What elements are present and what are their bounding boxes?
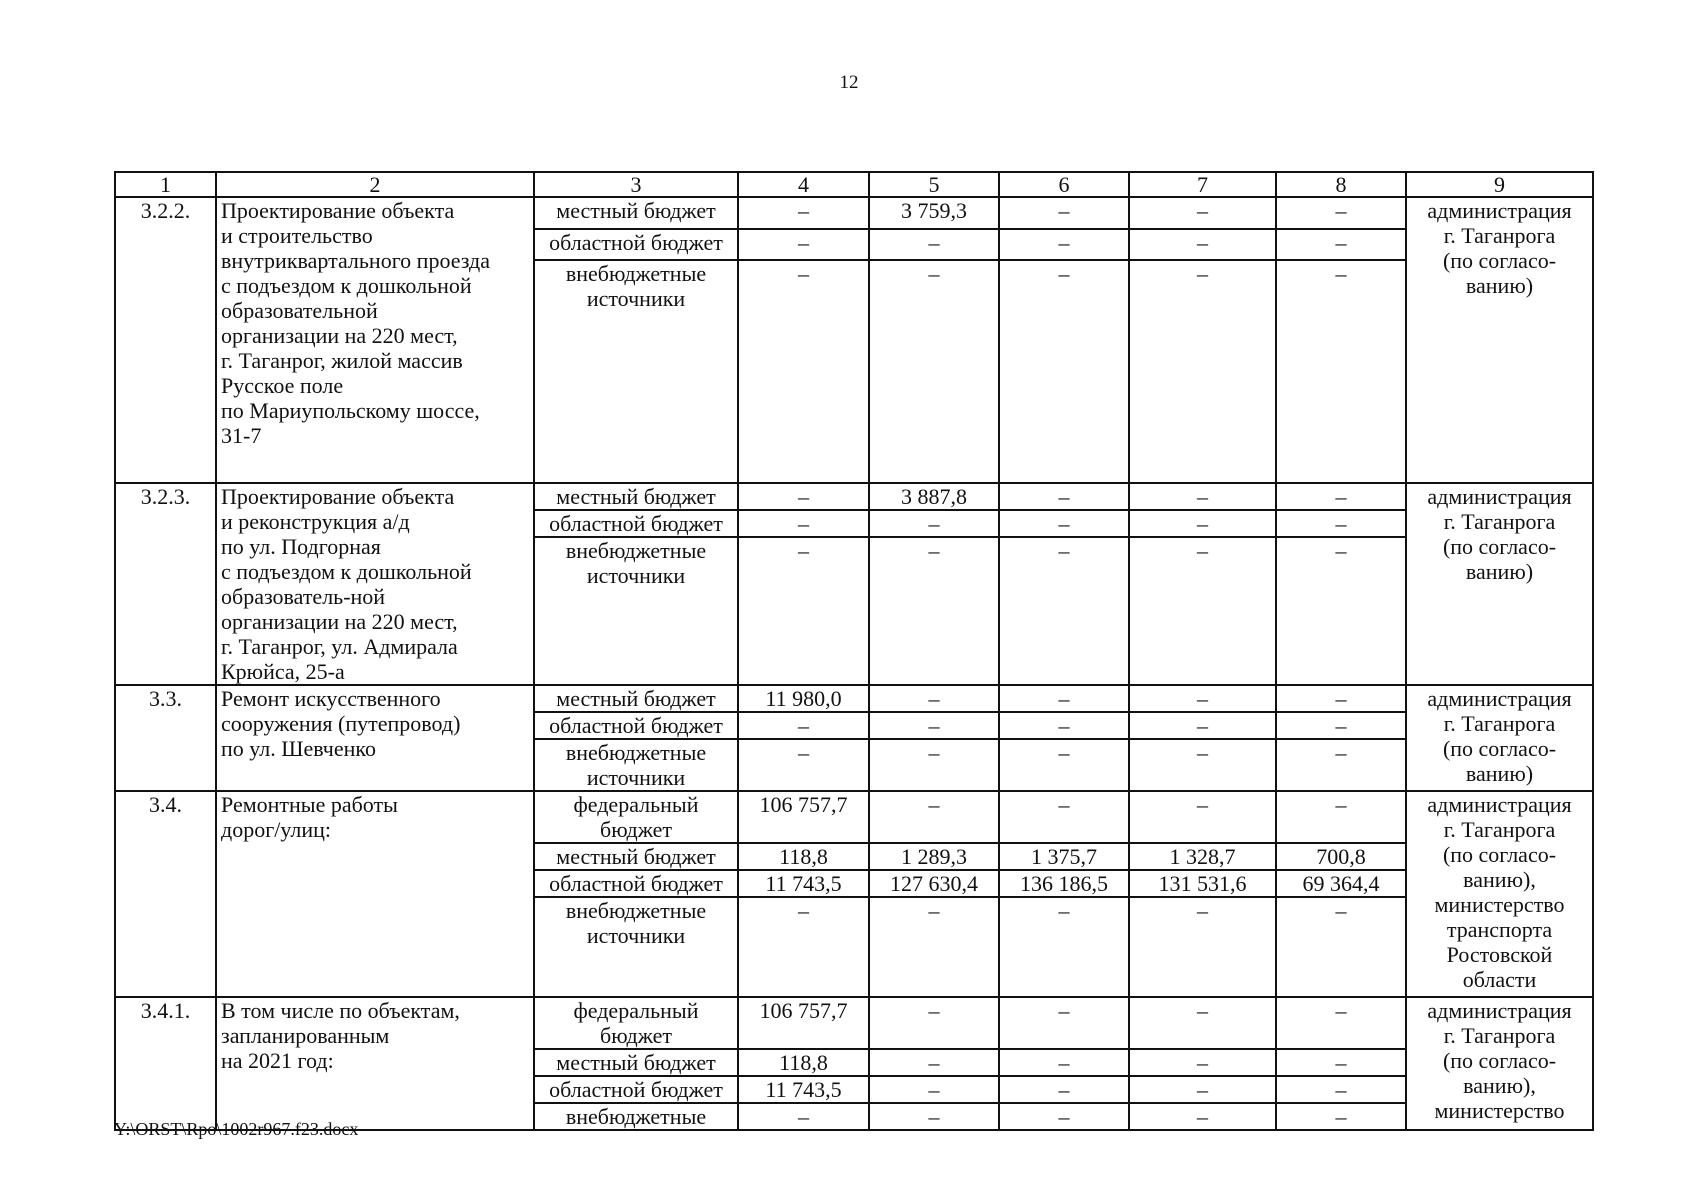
amount-cell-text: – [1335,713,1347,738]
funding-source [534,997,738,1049]
amount-cell-text: – [1335,198,1347,223]
amount-cell [869,510,999,537]
funding-table [114,171,1594,1131]
funding-source-text: областной бюджет [549,230,723,255]
amount-cell-text: – [1335,898,1347,923]
amount-cell [999,1103,1129,1130]
funding-source [534,510,738,537]
amount-cell [738,1103,869,1130]
column-header: 7 [1129,172,1276,197]
amount-cell [999,843,1129,870]
amount-cell-text: – [928,1077,940,1102]
amount-cell-text: 1 328,7 [1169,844,1236,869]
amount-cell [738,510,869,537]
amount-cell [999,870,1129,897]
amount-cell-text: 1 289,3 [901,844,967,869]
amount-cell [738,229,869,260]
funding-source-text: областной бюджет [549,511,723,536]
executor [1406,483,1593,685]
funding-source [534,843,738,870]
amount-cell-text: 1 375,7 [1031,844,1097,869]
funding-source-text: федеральный бюджет [573,792,699,842]
executor-text: администрация г. Таганрога (по согласо- ванию) [1427,198,1572,298]
amount-cell [1276,739,1406,791]
amount-cell [1129,229,1276,260]
funding-source-text: внебюджетные источники [565,261,707,311]
executor-text: администрация г. Таганрога (по согласо- ванию) [1427,686,1572,786]
amount-cell [869,1103,999,1130]
funding-source-text: внебюджетные источники [565,898,707,948]
amount-cell-text: – [928,898,940,923]
funding-source-text: областной бюджет [549,871,723,896]
amount-cell-text: – [1197,686,1208,711]
amount-cell [1129,1103,1276,1130]
page-number: 12 [839,72,859,93]
item-description-text: Ремонтные работы дорог/улиц: [221,792,398,842]
item-number-text: 3.2.2. [140,198,191,223]
amount-cell-text: – [1335,740,1347,765]
column-header: 5 [869,172,999,197]
amount-cell [999,537,1129,685]
executor [1406,997,1593,1130]
item-number [115,997,216,1130]
amount-cell [738,260,869,483]
amount-cell [869,791,999,843]
amount-cell [738,712,869,739]
amount-cell-text: 106 757,7 [759,998,848,1023]
amount-cell-text: – [928,538,940,563]
column-header: 9 [1406,172,1593,197]
funding-source [534,1049,738,1076]
column-header: 4 [738,172,869,197]
amount-cell-text: – [1197,998,1208,1023]
amount-cell-text: – [1335,686,1347,711]
amount-cell [869,229,999,260]
amount-cell [869,997,999,1049]
amount-cell [1276,712,1406,739]
amount-cell [1129,1076,1276,1103]
column-header: 2 [216,172,534,197]
amount-cell [869,739,999,791]
amount-cell [1129,870,1276,897]
amount-cell-text: – [1197,261,1208,286]
funding-source-text: внебюджетные источники [565,538,707,588]
amount-cell-text: – [798,898,809,923]
amount-cell [869,197,999,229]
amount-cell-text: – [1335,1050,1347,1075]
funding-source [534,483,738,510]
amount-cell-text: – [1058,713,1070,738]
funding-source-text: областной бюджет [549,713,723,738]
amount-cell-text: – [1335,261,1347,286]
amount-cell-text: – [928,792,940,817]
amount-cell-text: – [798,261,809,286]
amount-cell-text: – [1197,198,1208,223]
amount-cell [1129,997,1276,1049]
item-description [216,483,534,685]
amount-cell-text: – [928,511,940,536]
amount-cell [999,712,1129,739]
amount-cell-text: – [928,1104,940,1129]
item-description-text: Проектирование объекта и реконструкция а/д по ул. Подгорная с подъездом к дошкольной образователь-ной организации на 220 мест, г. Таганрог, ул. Адмирала Крюйса, 25-а [221,484,472,684]
executor-text: администрация г. Таганрога (по согласо- ванию) [1427,484,1572,584]
amount-cell [1129,897,1276,997]
amount-cell [869,685,999,712]
amount-cell [999,897,1129,997]
amount-cell-text: – [1197,713,1208,738]
amount-cell [1129,739,1276,791]
amount-cell [738,997,869,1049]
funding-source [534,685,738,712]
amount-cell [738,791,869,843]
amount-cell-text: 3 887,8 [901,484,967,509]
amount-cell-text: – [1335,998,1347,1023]
amount-cell [738,197,869,229]
amount-cell [869,843,999,870]
item-description [216,685,534,791]
funding-source [534,260,738,483]
amount-cell [1276,897,1406,997]
amount-cell-text: – [1197,511,1208,536]
amount-cell [999,260,1129,483]
executor [1406,791,1593,997]
amount-cell [738,897,869,997]
amount-cell-text: – [1335,538,1347,563]
funding-source [534,1076,738,1103]
amount-cell-text: – [1197,1050,1208,1075]
amount-cell [738,1049,869,1076]
amount-cell [1129,791,1276,843]
item-number [115,197,216,483]
amount-cell [999,791,1129,843]
item-number [115,483,216,685]
amount-cell-text: – [798,1104,809,1129]
funding-source-text: федеральный бюджет [573,998,699,1048]
table-row [115,685,1593,712]
amount-cell-text: 118,8 [779,844,828,869]
amount-cell-text: – [798,484,809,509]
amount-cell-text: – [1197,898,1208,923]
item-number [115,791,216,997]
amount-cell-text: – [1058,511,1070,536]
item-number [115,685,216,791]
amount-cell-text: – [1197,792,1208,817]
item-description-text: Ремонт искусственного сооружения (путепровод) по ул. Шевченко [221,686,461,761]
amount-cell-text: – [1058,538,1070,563]
item-description [216,197,534,483]
column-header: 6 [999,172,1129,197]
item-number-text: 3.4. [149,792,182,817]
executor-text: администрация г. Таганрога (по согласо- ванию), министерство [1427,998,1572,1123]
amount-cell [738,685,869,712]
amount-cell [1129,843,1276,870]
amount-cell [1276,870,1406,897]
amount-cell [869,260,999,483]
funding-source-text: местный бюджет [556,844,716,869]
amount-cell-text: – [1197,538,1208,563]
funding-source-text: местный бюджет [556,484,716,509]
funding-source [534,870,738,897]
table-row [115,483,1593,510]
amount-cell [1276,483,1406,510]
amount-cell-text: – [1058,230,1070,255]
table-body [115,172,1593,1130]
amount-cell-text: – [1058,898,1070,923]
amount-cell [1276,997,1406,1049]
amount-cell-text: – [798,511,809,536]
funding-source-text: внебюджетные источники [565,740,707,790]
amount-cell-text: 3 759,3 [901,198,967,223]
funding-source [534,791,738,843]
amount-cell [999,739,1129,791]
amount-cell [1129,260,1276,483]
executor [1406,685,1593,791]
amount-cell [999,1049,1129,1076]
table-row [115,997,1593,1049]
amount-cell-text: – [798,230,809,255]
funding-source [534,197,738,229]
amount-cell [738,843,869,870]
amount-cell [1276,537,1406,685]
header-row [115,172,1593,197]
amount-cell [738,537,869,685]
funding-source [534,229,738,260]
item-description [216,997,534,1130]
amount-cell-text: – [1058,261,1070,286]
funding-source-text: внебюджетные [565,1104,707,1129]
executor [1406,197,1593,483]
amount-cell-text: – [928,686,940,711]
table-row [115,197,1593,229]
amount-cell [1129,483,1276,510]
amount-cell [999,229,1129,260]
amount-cell-text: – [928,740,940,765]
amount-cell-text: – [928,998,940,1023]
table-row [115,791,1593,843]
amount-cell [999,1076,1129,1103]
amount-cell [1276,1076,1406,1103]
item-description [216,791,534,997]
amount-cell [738,870,869,897]
funding-source-text: областной бюджет [549,1077,723,1102]
amount-cell-text: 118,8 [779,1050,828,1075]
amount-cell-text: – [1058,1050,1070,1075]
amount-cell [1129,197,1276,229]
amount-cell [1276,1103,1406,1130]
funding-source [534,537,738,685]
amount-cell [999,510,1129,537]
item-description-text: В том числе по объектам, запланированным на 2021 год: [221,998,460,1073]
amount-cell-text: – [1197,230,1208,255]
amount-cell-text: – [1058,792,1070,817]
amount-cell-text: – [1058,998,1070,1023]
amount-cell [869,897,999,997]
amount-cell [869,483,999,510]
amount-cell [1129,685,1276,712]
amount-cell [1276,260,1406,483]
amount-cell [999,685,1129,712]
column-header: 8 [1276,172,1406,197]
amount-cell [1129,537,1276,685]
amount-cell-text: – [928,230,940,255]
amount-cell-text: 106 757,7 [759,792,848,817]
amount-cell-text: – [1197,1104,1208,1129]
amount-cell [999,997,1129,1049]
funding-source-text: местный бюджет [556,1050,716,1075]
amount-cell-text: 131 531,6 [1158,871,1247,896]
amount-cell [738,483,869,510]
amount-cell [1129,712,1276,739]
amount-cell-text: – [1058,1077,1070,1102]
amount-cell-text: – [1197,1077,1208,1102]
amount-cell [1129,1049,1276,1076]
funding-source [534,1103,738,1130]
amount-cell [1276,1049,1406,1076]
amount-cell [1129,510,1276,537]
amount-cell [1276,197,1406,229]
amount-cell-text: – [928,1050,940,1075]
amount-cell-text: – [1058,686,1070,711]
column-header: 3 [534,172,738,197]
amount-cell [738,739,869,791]
amount-cell-text: – [1058,1104,1070,1129]
amount-cell-text: 136 186,5 [1020,871,1108,896]
funding-source [534,897,738,997]
amount-cell-text: – [1335,792,1347,817]
amount-cell [1276,510,1406,537]
amount-cell-text: – [1335,511,1347,536]
amount-cell-text: 127 630,4 [890,871,978,896]
amount-cell-text: 11 743,5 [765,1077,842,1102]
item-number-text: 3.2.3. [140,484,191,509]
item-number-text: 3.3. [149,686,182,711]
amount-cell-text: – [1197,484,1208,509]
file-path: Y:\ORST\Rpo\1002r967.f23.docx [114,1119,359,1139]
funding-source-text: местный бюджет [556,198,716,223]
item-description-text: Проектирование объекта и строительство внутриквартального проезда с подъездом к дошкольной образовательной организации на 220 мест, г. Таганрог, жилой массив Русское поле по Мариупольскому шоссе, 31-7 [221,198,491,448]
amount-cell [1276,843,1406,870]
amount-cell-text: – [1335,1077,1347,1102]
amount-cell-text: – [928,261,940,286]
amount-cell [1276,791,1406,843]
funding-source [534,739,738,791]
amount-cell [869,712,999,739]
amount-cell [869,537,999,685]
amount-cell-text: – [1335,484,1347,509]
item-number-text: 3.4.1. [140,998,191,1023]
amount-cell-text: – [1335,1104,1347,1129]
amount-cell-text: 11 980,0 [765,686,842,711]
amount-cell-text: 69 364,4 [1302,871,1380,896]
amount-cell [1276,229,1406,260]
amount-cell-text: 11 743,5 [765,871,842,896]
amount-cell [1276,685,1406,712]
amount-cell-text: – [798,538,809,563]
funding-source [534,712,738,739]
amount-cell [999,197,1129,229]
amount-cell-text: – [798,713,809,738]
funding-source-text: местный бюджет [556,686,716,711]
amount-cell [999,483,1129,510]
executor-text: администрация г. Таганрога (по согласо- ванию), министерство транспорта Ростовской области [1427,792,1572,992]
amount-cell [869,1049,999,1076]
column-header: 1 [115,172,216,197]
amount-cell [738,1076,869,1103]
amount-cell-text: – [928,713,940,738]
amount-cell [869,1076,999,1103]
amount-cell-text: – [1335,230,1347,255]
amount-cell [869,870,999,897]
amount-cell-text: – [798,740,809,765]
amount-cell-text: 700,8 [1316,844,1366,869]
amount-cell-text: – [1058,484,1070,509]
amount-cell-text: – [1197,740,1208,765]
amount-cell-text: – [1058,198,1070,223]
amount-cell-text: – [798,198,809,223]
amount-cell-text: – [1058,740,1070,765]
